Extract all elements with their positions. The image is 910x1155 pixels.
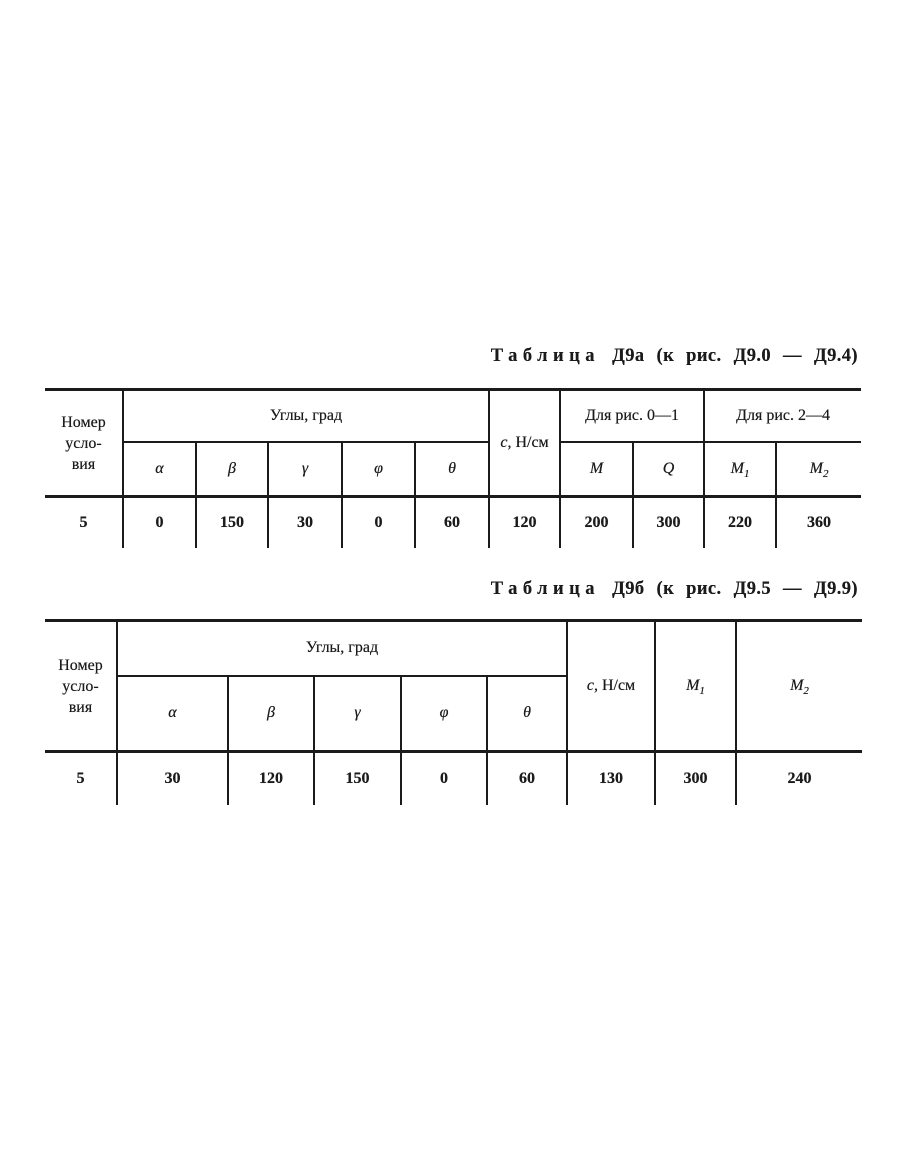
t1-header-fig01-group: Для рис. 0—1 — [560, 390, 704, 442]
t1-col-alpha: α — [123, 442, 196, 497]
t2-m2-sub: 2 — [803, 685, 809, 698]
t2-value-m1: 300 — [655, 752, 736, 805]
t1-value-beta: 150 — [196, 497, 268, 548]
t2-col-phi: φ — [401, 676, 487, 752]
t1-value-theta: 60 — [415, 497, 489, 548]
t2-c-symbol: c — [586, 677, 594, 694]
t2-col-beta: β — [228, 676, 314, 752]
table-a-title — [491, 346, 858, 367]
t1-value-m: 200 — [560, 497, 633, 548]
t2-condition-line1: Номер — [58, 656, 103, 674]
t2-col-theta: θ — [487, 676, 567, 752]
t1-header-fig24-group: Для рис. 2—4 — [704, 390, 861, 442]
t2-c-unit: , Н/см — [593, 677, 636, 694]
t1-m2-sub: 2 — [822, 467, 829, 480]
t2-m1-base: M — [686, 677, 700, 694]
table-b-title-ref: Д9б (к рис. Д9.5 — Д9.9) — [612, 579, 858, 599]
t1-condition-line2: усло- — [65, 434, 102, 452]
t1-c-unit: , Н/см — [507, 434, 549, 451]
t2-value-gamma: 150 — [314, 752, 401, 805]
table-a-title-ref: Д9а (к рис. Д9.0 — Д9.4) — [612, 346, 858, 366]
t2-col-gamma: γ — [314, 676, 401, 752]
t1-col-m: M — [560, 442, 633, 497]
t2-col-m2 — [736, 621, 862, 752]
t1-value-c: 120 — [489, 497, 560, 548]
t1-condition-line3: вия — [71, 455, 96, 473]
t1-condition-line1: Номер — [61, 413, 106, 431]
t2-value-m2: 240 — [736, 752, 862, 805]
t2-condition-line2: усло- — [62, 677, 99, 695]
t1-col-phi: φ — [342, 442, 415, 497]
t1-value-phi: 0 — [342, 497, 415, 548]
t2-value-theta: 60 — [487, 752, 567, 805]
t1-value-m1: 220 — [704, 497, 776, 548]
t1-m1-sub: 1 — [743, 467, 750, 480]
t2-col-alpha: α — [117, 676, 228, 752]
t1-value-gamma: 30 — [268, 497, 342, 548]
t1-header-condition-number — [45, 390, 123, 497]
t2-value-alpha: 30 — [117, 752, 228, 805]
t2-value-phi: 0 — [401, 752, 487, 805]
t1-value-alpha: 0 — [123, 497, 196, 548]
t2-m1-sub: 1 — [699, 685, 705, 698]
t1-col-m1 — [704, 442, 776, 497]
table-b-title-word: Таблица — [490, 579, 601, 599]
t1-col-theta: θ — [415, 442, 489, 497]
t1-col-m2 — [776, 442, 861, 497]
t2-value-condition: 5 — [45, 752, 117, 805]
t2-m2-base: M — [790, 677, 804, 694]
t1-col-gamma: γ — [268, 442, 342, 497]
t1-header-stiffness — [489, 390, 560, 497]
t1-col-q: Q — [633, 442, 704, 497]
t1-value-m2: 360 — [776, 497, 861, 548]
t2-header-stiffness — [567, 621, 655, 752]
t1-header-angles-group: Углы, град — [123, 390, 489, 442]
table-a-title-word: Таблица — [490, 346, 601, 366]
t2-condition-line3: вия — [68, 698, 93, 716]
t2-value-beta: 120 — [228, 752, 314, 805]
t1-col-beta: β — [196, 442, 268, 497]
t1-value-condition: 5 — [45, 497, 123, 548]
table-d9b — [45, 619, 862, 805]
table-d9a — [45, 388, 861, 548]
t2-header-condition-number — [45, 621, 117, 752]
t1-c-symbol: c — [500, 434, 508, 451]
t2-value-c: 130 — [567, 752, 655, 805]
t2-col-m1 — [655, 621, 736, 752]
t1-m2-base: M — [809, 459, 823, 477]
t1-m1-base: M — [730, 459, 744, 477]
table-b-title — [491, 579, 858, 600]
t2-header-angles-group: Углы, град — [117, 621, 567, 676]
t1-value-q: 300 — [633, 497, 704, 548]
